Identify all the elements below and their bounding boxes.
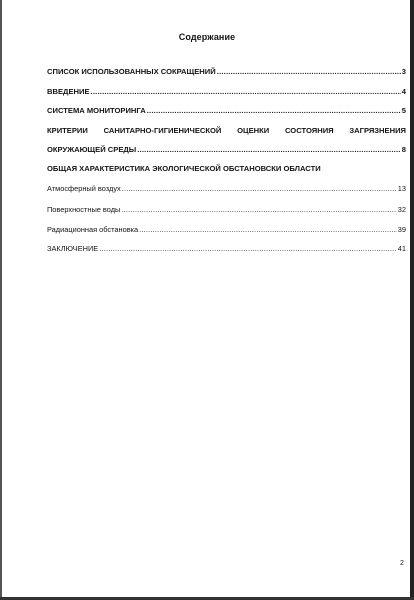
toc-entry-page: 5 <box>401 106 406 115</box>
toc-leader-dots <box>99 244 397 253</box>
toc-leader-dots <box>91 87 401 96</box>
toc-entry-criteria-line2[interactable] <box>47 145 406 154</box>
toc-entry-page: 32 <box>397 205 406 214</box>
page-number: 2 <box>400 560 404 567</box>
toc-leader-dots <box>147 106 401 115</box>
toc-word: ЗАГРЯЗНЕНИЯ <box>349 126 406 135</box>
toc-word: САНИТАРНО-ГИГИЕНИЧЕСКОЙ <box>103 126 222 135</box>
toc-entry-ecology-heading[interactable]: ОБЩАЯ ХАРАКТЕРИСТИКА ЭКОЛОГИЧЕСКОЙ ОБСТАНОВСКИ ОБЛАСТИ <box>47 164 321 173</box>
scan-edge-left <box>0 0 2 600</box>
toc-entry-monitoring[interactable] <box>47 106 406 115</box>
toc-entry-page: 13 <box>397 184 406 193</box>
toc-entry-introduction[interactable] <box>47 87 406 96</box>
toc-entry-surface-water[interactable] <box>47 205 406 214</box>
toc-entry-abbreviations[interactable] <box>47 67 406 76</box>
toc-entry-label: Радиационная обстановка <box>47 225 139 234</box>
toc-entry-label: СИСТЕМА МОНИТОРИНГА <box>47 106 146 115</box>
toc-entry-page: 3 <box>401 67 406 76</box>
scan-edge-right <box>410 0 414 600</box>
toc-leader-dots <box>122 184 397 193</box>
toc-entry-criteria-line1[interactable] <box>47 126 406 135</box>
toc-word: СОСТОЯНИЯ <box>285 126 334 135</box>
toc-entry-page: 41 <box>397 244 406 253</box>
toc-entry-air[interactable] <box>47 184 406 193</box>
toc-entry-radiation[interactable] <box>47 225 406 234</box>
toc-entry-label: ВВЕДЕНИЕ <box>47 87 90 96</box>
toc-leader-dots <box>137 145 401 154</box>
toc-entry-label: Поверхностные воды <box>47 205 121 214</box>
toc-entry-label: Атмосферный воздух <box>47 184 121 193</box>
toc-entry-label: ЗАКЛЮЧЕНИЕ <box>47 244 99 253</box>
toc-entry-page: 4 <box>401 87 406 96</box>
toc-leader-dots <box>139 225 397 234</box>
toc-entry-page: 39 <box>397 225 406 234</box>
toc-entry-label: ОКРУЖАЮЩЕЙ СРЕДЫ <box>47 145 137 154</box>
toc-entry-conclusion[interactable] <box>47 244 406 253</box>
toc-entry-page: 8 <box>401 145 406 154</box>
toc-leader-dots <box>121 205 396 214</box>
toc-word: КРИТЕРИИ <box>47 126 88 135</box>
toc-word: ОЦЕНКИ <box>237 126 270 135</box>
page-title: Содержание <box>178 32 236 42</box>
toc-leader-dots <box>217 67 401 76</box>
toc-entry-label: СПИСОК ИСПОЛЬЗОВАННЫХ СОКРАЩЕНИЙ <box>47 67 216 76</box>
